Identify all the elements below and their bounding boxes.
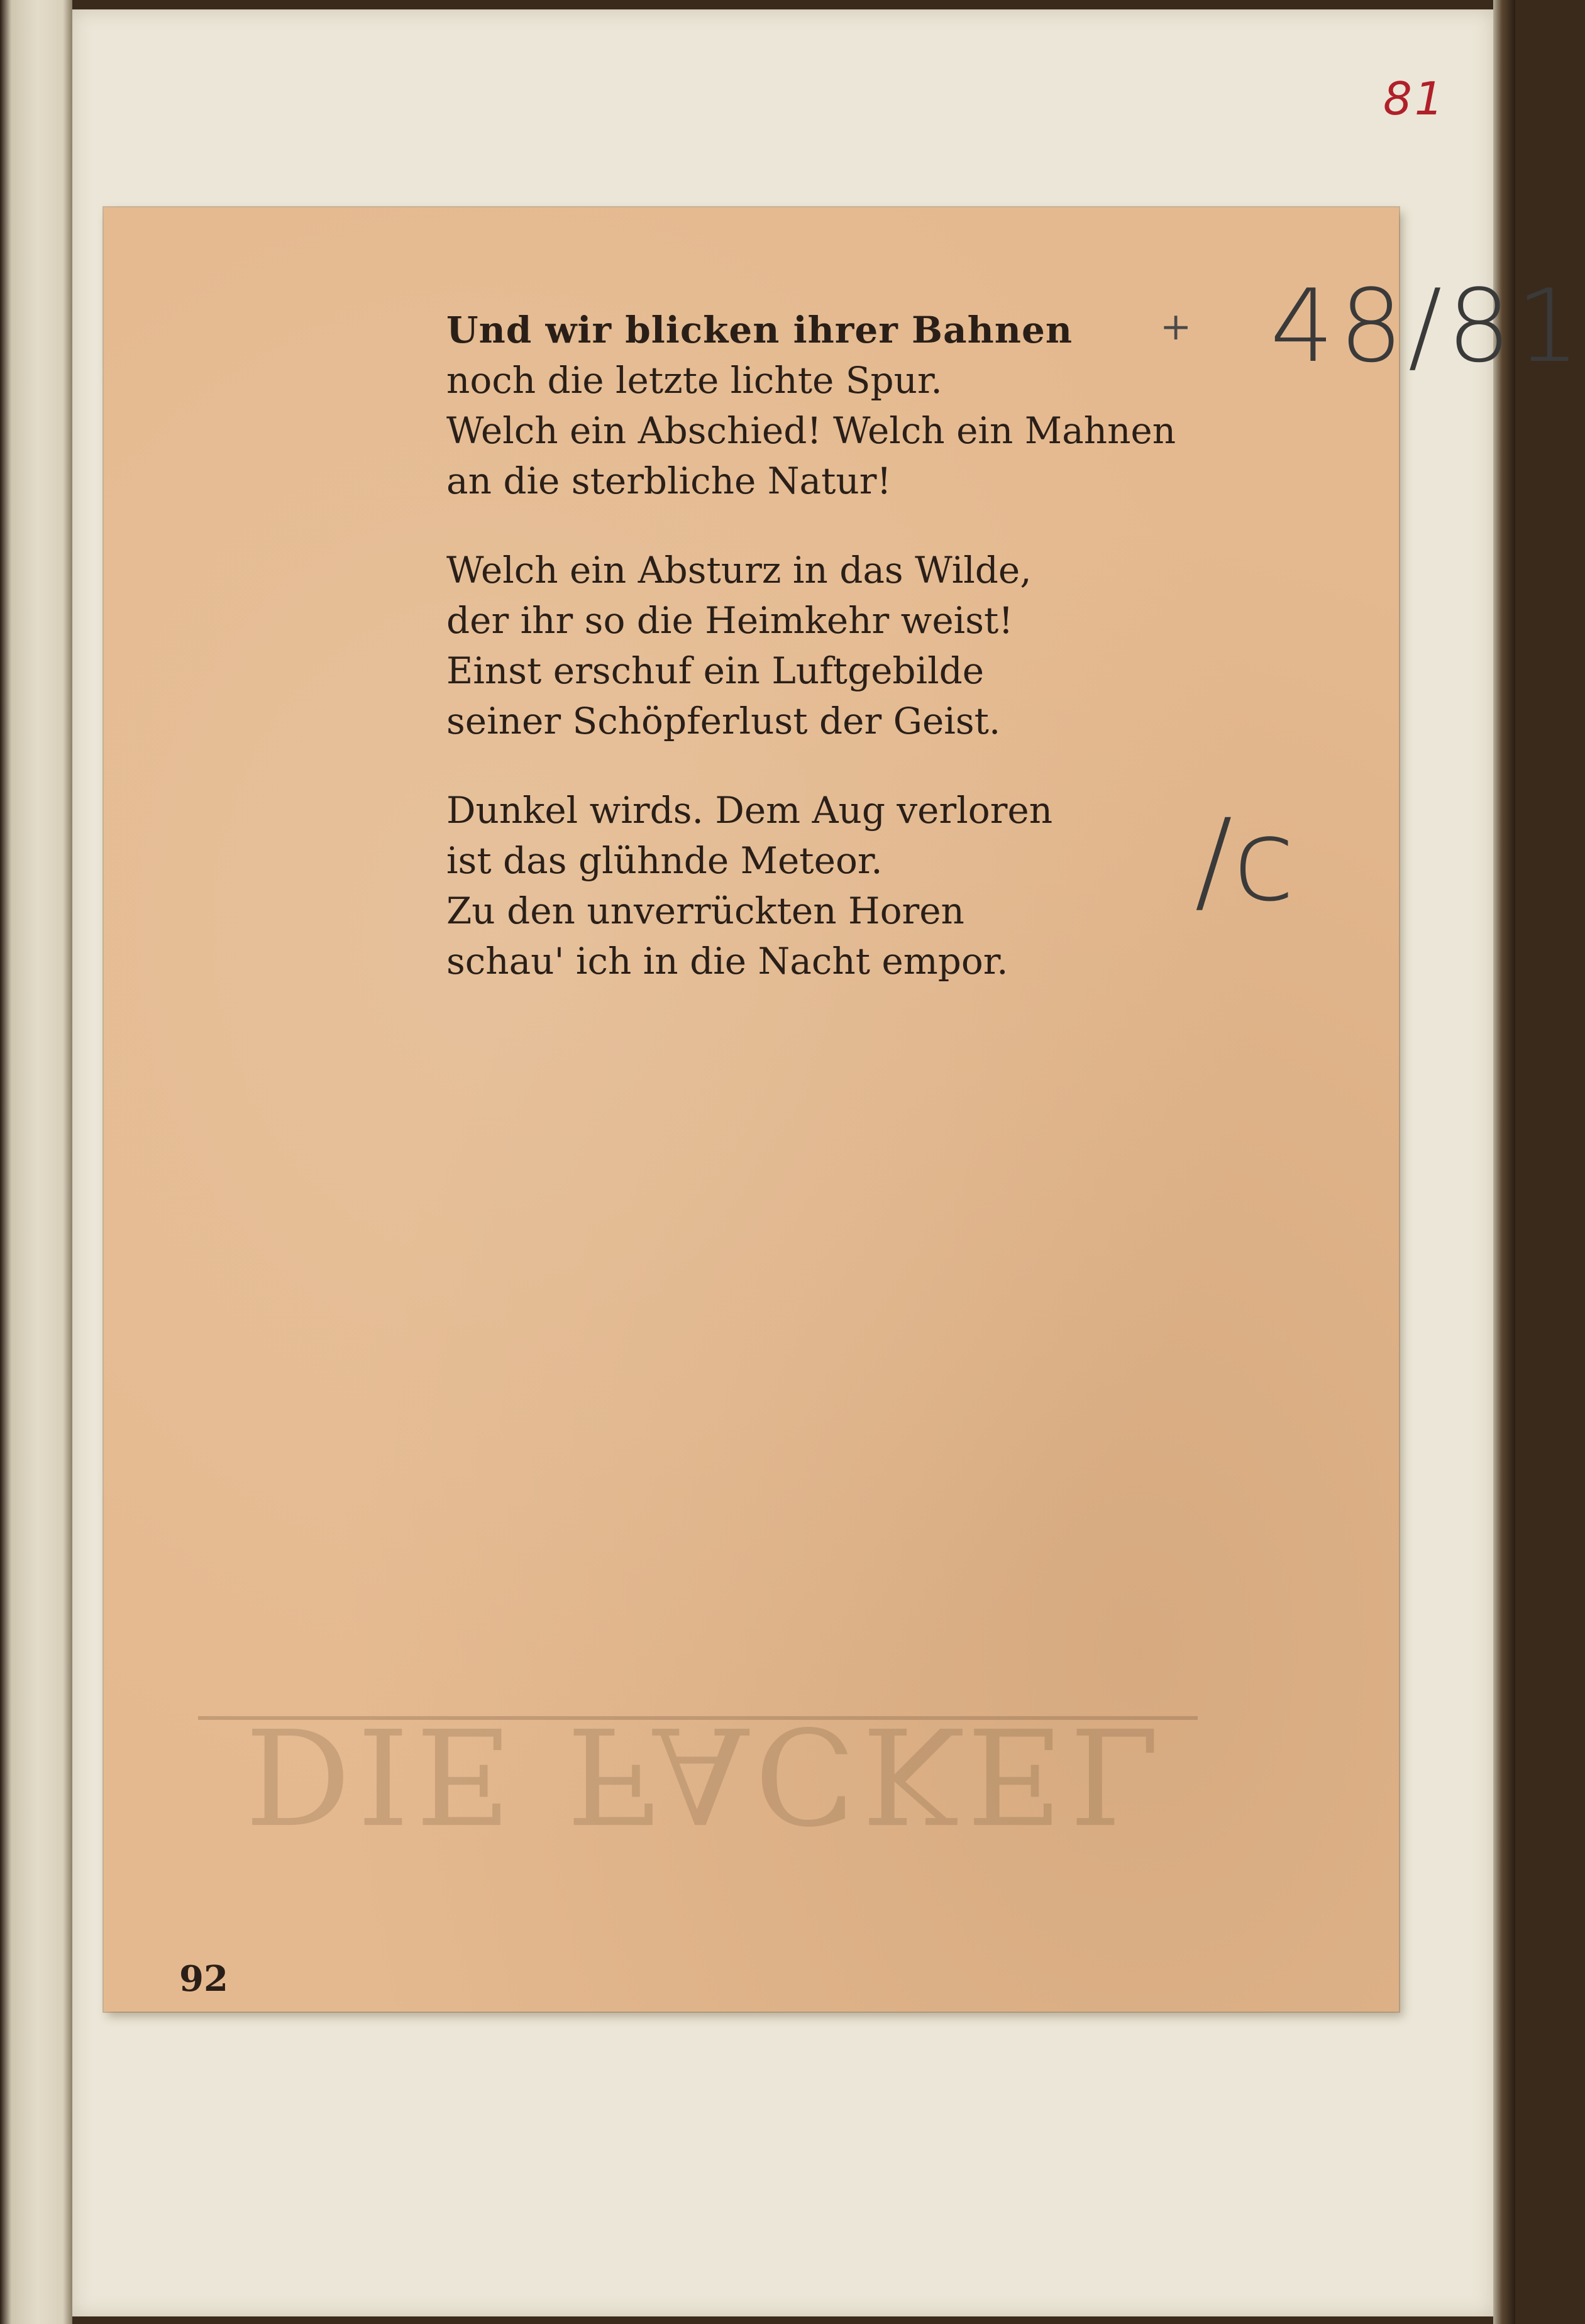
left-page-edge: [0, 0, 72, 2324]
pencil-annotation-top: 48/81: [1270, 267, 1585, 385]
poem-line: seiner Schöpferlust der Geist.: [446, 700, 1001, 742]
pencil-annotation-middle: /c: [1195, 795, 1295, 927]
poem-line: schau' ich in die Nacht empor.: [446, 940, 1008, 983]
pencil-plus-mark: +: [1160, 305, 1192, 349]
poem-line: der ihr so die Heimkehr weist!: [446, 599, 1013, 642]
poem-line: noch die letzte lichte Spur.: [446, 359, 942, 402]
folio-number: 81: [1383, 72, 1446, 125]
poem-line: Einst erschuf ein Luftgebilde: [446, 649, 985, 692]
poem-line: Und wir blicken ihrer Bahnen: [446, 309, 1073, 351]
poem-line: Welch ein Abschied! Welch ein Mahnen: [446, 409, 1176, 452]
poem-line: Welch ein Absturz in das Wilde,: [446, 549, 1032, 592]
stanza-1: [446, 305, 1389, 506]
newspaper-clipping: [104, 207, 1585, 2012]
stanza-3: [446, 785, 1389, 986]
stanza-2: [446, 545, 1389, 746]
poem-line: Dunkel wirds. Dem Aug verloren: [446, 789, 1053, 832]
poem-line: Zu den unverrückten Horen: [446, 889, 964, 932]
poem-line: an die sterbliche Natur!: [446, 460, 892, 502]
poem: [446, 305, 1389, 1025]
page-number: 92: [179, 1958, 228, 2000]
poem-line: ist das glühnde Meteor.: [446, 839, 883, 882]
bleed-through-title: DIE FACKEL: [245, 1697, 1164, 1851]
